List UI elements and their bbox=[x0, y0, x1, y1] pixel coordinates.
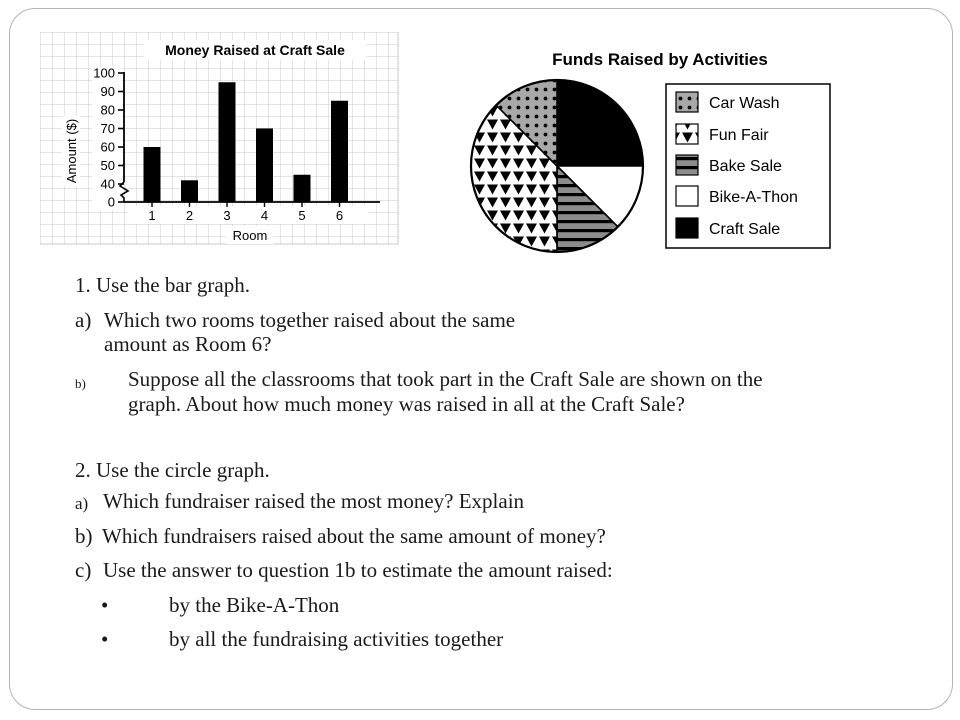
pie-slice-craft-sale bbox=[557, 80, 643, 166]
x-tick-label: 3 bbox=[223, 208, 231, 223]
question-2c-label: c) bbox=[75, 558, 92, 582]
y-tick-label: 90 bbox=[100, 84, 115, 99]
y-tick-label: 0 bbox=[107, 194, 115, 210]
question-2b-text: Which fundraisers raised about the same amount of money? bbox=[102, 524, 606, 548]
legend-swatch-car-wash bbox=[676, 92, 698, 112]
question-2 bbox=[75, 459, 270, 482]
y-tick-label: 40 bbox=[100, 176, 115, 192]
legend-item-bike-a-thon bbox=[676, 186, 798, 206]
legend-item-craft-sale bbox=[676, 218, 780, 238]
y-tick-label: 50 bbox=[100, 158, 115, 173]
legend-label-fun-fair: Fun Fair bbox=[709, 127, 769, 144]
question-1-number: 1. bbox=[75, 273, 91, 297]
question-1b-line-2: graph. About how much money was raised in all at the Craft Sale? bbox=[128, 392, 685, 416]
bar-room-3 bbox=[219, 82, 236, 202]
question-2c-bullet-1-text: by the Bike-A-Thon bbox=[169, 593, 340, 617]
bar-room-6 bbox=[331, 101, 348, 202]
question-2c-text: Use the answer to question 1b to estimate the amount raised: bbox=[103, 558, 613, 582]
question-1-stem: Use the bar graph. bbox=[96, 273, 250, 297]
pie-slices bbox=[471, 80, 643, 252]
bar-room-1 bbox=[144, 147, 161, 202]
question-1a-label: a) bbox=[75, 308, 92, 332]
question-2b-label: b) bbox=[75, 524, 93, 548]
y-tick-label: 80 bbox=[100, 102, 115, 118]
y-tick-label: 100 bbox=[93, 65, 115, 81]
x-tick-label: 2 bbox=[185, 208, 194, 223]
legend-item-bake-sale bbox=[676, 155, 782, 175]
x-tick-label: 5 bbox=[298, 208, 306, 223]
bar-room-5 bbox=[294, 175, 311, 202]
question-1a-line-2: amount as Room 6? bbox=[104, 332, 272, 356]
pie-chart bbox=[460, 40, 840, 255]
question-2a-text: Which fundraiser raised the most money? Explain bbox=[103, 489, 525, 513]
question-2-stem: Use the circle graph. bbox=[96, 458, 270, 482]
bullet-icon: • bbox=[101, 627, 109, 651]
bullet-icon: • bbox=[101, 593, 109, 617]
question-2c-bullet-2-text: by all the fundraising activities together bbox=[169, 627, 504, 651]
x-axis-label: Room bbox=[232, 228, 268, 243]
legend-swatch-bake-sale bbox=[676, 155, 698, 175]
x-tick-label: 6 bbox=[335, 208, 344, 223]
y-axis-label: Amount ($) bbox=[64, 118, 79, 184]
legend-item-fun-fair bbox=[676, 124, 769, 144]
y-tick-label: 60 bbox=[100, 139, 115, 155]
bar-chart bbox=[40, 32, 400, 247]
legend-swatch-fun-fair bbox=[676, 124, 698, 144]
question-1b-label: b) bbox=[75, 376, 86, 391]
legend-swatch-bike-a-thon bbox=[676, 186, 698, 206]
legend-label-bake-sale: Bake Sale bbox=[709, 158, 782, 175]
question-1a-line-1: Which two rooms together raised about the same bbox=[104, 308, 516, 332]
legend-label-car-wash: Car Wash bbox=[709, 95, 780, 112]
pie-chart-title: Funds Raised by Activities bbox=[552, 50, 768, 69]
x-tick-label: 1 bbox=[148, 208, 156, 223]
legend-label-craft-sale: Craft Sale bbox=[709, 221, 781, 238]
question-2a-label: a) bbox=[75, 494, 89, 513]
bar-room-2 bbox=[181, 180, 198, 202]
bar-room-4 bbox=[256, 129, 273, 203]
legend-label-bike-a-thon: Bike-A-Thon bbox=[709, 189, 798, 206]
x-tick-label: 4 bbox=[260, 208, 269, 223]
bar-chart-title: Money Raised at Craft Sale bbox=[165, 42, 345, 58]
question-1b-line-1: Suppose all the classrooms that took part in the Craft Sale are shown on the bbox=[128, 367, 763, 391]
y-tick-label: 70 bbox=[100, 121, 115, 136]
x-tick-backdrop bbox=[128, 206, 368, 224]
legend-item-car-wash bbox=[676, 92, 780, 112]
question-1 bbox=[75, 274, 250, 297]
question-2-number: 2. bbox=[75, 458, 91, 482]
legend-swatch-craft-sale bbox=[676, 218, 698, 238]
